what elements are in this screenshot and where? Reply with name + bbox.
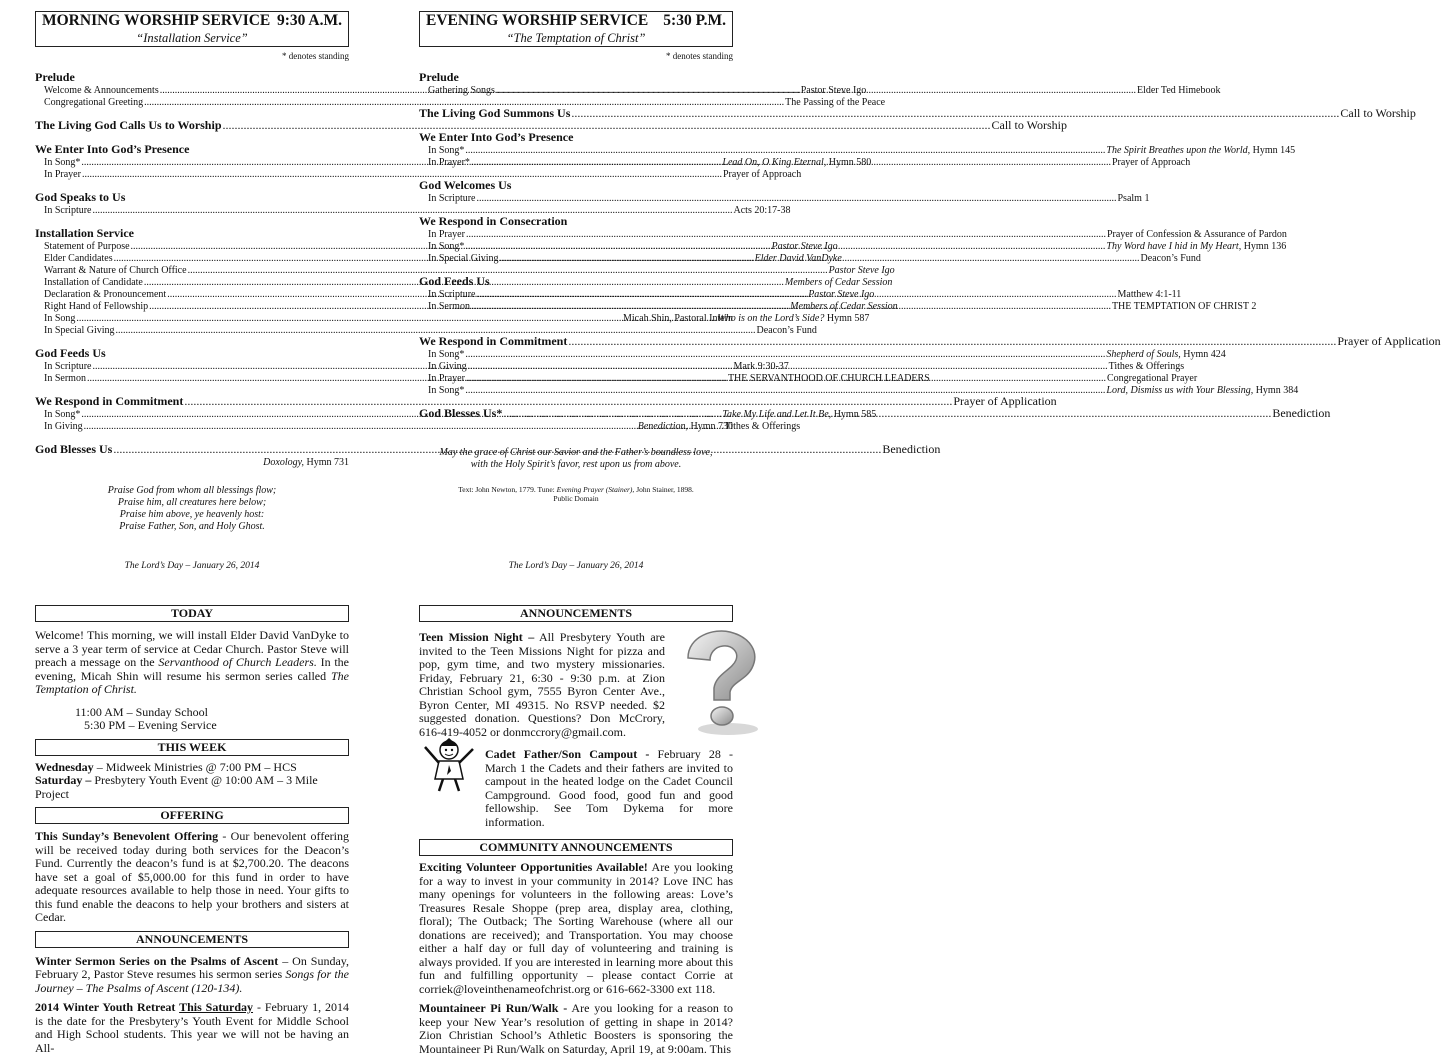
this-week-list — [35, 761, 349, 802]
service-item: In Song* ..... Shepherd of Souls, Hymn 424 — [419, 349, 733, 361]
youth-retreat-announcement: 2014 Winter Youth Retreat This Saturday - February 1, 2014 is the date for the Presbytery’s Youth Event for Middle School and High School students. This year we will not be having an All- — [35, 1000, 349, 1055]
hymn-credit: Text: John Newton, 1779. Tune: Evening Prayer (Stainer), John Stainer, 1898. Public Domain — [458, 485, 694, 503]
service-item: In Prayer ..... Congregational Prayer — [419, 373, 733, 385]
today-banner: TODAY — [35, 605, 349, 622]
this-week-item: Wednesday – Midweek Ministries @ 7:00 PM – HCS — [35, 759, 297, 774]
morning-subtitle: “Installation Service” — [136, 31, 248, 45]
doxology-poem: Praise God from whom all blessings flow; Praise him, all creatures here below; Praise him above, ye heavenly host: Praise Father, Son, and Holy Ghost. — [107, 485, 277, 532]
section-heading: The Living God Calls Us to Worship ..... Call to Worship — [35, 118, 349, 133]
service-item: In Scripture ..... Psalm 1 — [419, 193, 733, 205]
standing-note: * denotes standing — [666, 51, 733, 61]
service-item: Elder Candidates ..... Elder David VanDyke — [35, 253, 349, 265]
evening-footer: The Lord’s Day – January 26, 2014 — [508, 561, 644, 571]
evening-subtitle: “The Temptation of Christ” — [506, 31, 646, 45]
section-heading: Prelude — [419, 70, 459, 84]
benediction-line: Benediction, Hymn 730 — [637, 421, 733, 432]
section-heading: God Feeds Us — [419, 274, 490, 288]
section-heading: Installation Service — [35, 226, 134, 240]
section-heading: We Respond in Commitment ..... Prayer of Application — [419, 334, 733, 349]
section-heading: God Feeds Us — [35, 346, 106, 360]
service-item: In Sermon ..... THE TEMPTATION OF CHRIST 2 — [419, 301, 733, 313]
service-item: Warrant & Nature of Church Office ..... Pastor Steve Igo — [35, 265, 349, 277]
service-item: In Giving ..... Tithes & Offerings — [419, 361, 733, 373]
service-item: In Sermon ..... THE SERVANTHOOD OF CHURCH LEADERS — [35, 373, 349, 385]
service-item: Congregational Greeting ..... The Passing of the Peace — [35, 97, 349, 109]
left-announcements-column — [35, 605, 349, 1055]
service-item: In Prayer ..... Prayer of Approach — [35, 169, 349, 181]
service-item: In Scripture ..... Matthew 4:1-11 — [419, 289, 733, 301]
section-heading: We Respond in Commitment ..... Prayer of Application — [35, 394, 349, 409]
this-week-banner: THIS WEEK — [35, 739, 349, 756]
offering-banner: OFFERING — [35, 807, 349, 824]
standing-note: * denotes standing — [282, 51, 349, 61]
service-item: Right Hand of Fellowship ..... Members of Cedar Session — [35, 301, 349, 313]
offering-paragraph: This Sunday’s Benevolent Offering - Our benevolent offering will be received today during both services for the Deacon’s Fund. Currently the deacon’s fund is at $2,700.20. The deacons have set a goal of $5,000.00 for this fund in order to have adequate resources available to help those in need. Your gifts to this fund enable the deacons to help your brothers and sisters at Cedar. — [35, 829, 349, 924]
teen-mission-announcement: Teen Mission Night – All Presbytery Youth are invited to the Teen Missions Night for pizza and pop, gym time, and two mystery missionaries. Friday, February 21, 6:30 - 9:30 p.m. at Zion Christian School gym, 7555 Byron Center Ave., Byron Center, MI 49315. No RSVP needed. $2 suggested donation. Questions? Don McCrory, 616-419-4052 or donmccrory@gmail.com. — [419, 630, 665, 739]
section-heading: God Welcomes Us — [419, 178, 512, 192]
volunteer-announcement: Exciting Volunteer Opportunities Available! Are you looking for a way to invest in your community in 2014? Love INC has many openings for volunteers in the following areas: Love’s Treasures Resale Shoppe (prep area, display area, clothing, floral); The Outback; The Sorting Warehouse (where all our donations are received); and Transportation. You may choose either a half day or full day of volunteering and training is always provided. If you are interested in learning more about this fun and fulfilling opportunity – please contact Corrie at corriek@loveinthenameofchrist.org or 616-662-3300 ext 118. — [419, 860, 734, 996]
service-item: Gathering Songs ..... Elder Ted Himebook — [419, 85, 733, 97]
today-paragraph: Welcome! This morning, we will install Elder David VanDyke to serve a 3 year term of service at Cedar Church. Pastor Steve will preach a message on the Servanthood of Church Leaders. In the evening, Micah Shin will resume his sermon series called The Temptation of Christ. — [35, 628, 349, 696]
section-heading: God Speaks to Us — [35, 190, 126, 204]
service-item: In Special Giving ..... Deacon’s Fund — [35, 325, 349, 337]
service-item: In Song ..... Who is on the Lord’s Side? Hymn 587 — [35, 313, 349, 325]
service-item: In Song* ..... Take My Life and Let It Be, Hymn 585 — [35, 409, 349, 421]
cadet-mascot-icon — [419, 735, 479, 793]
grace-text: May the grace of Christ our Savior and the Father’s boundless love, with the Holy Spirit’s favor, rest upon us from above. — [439, 447, 713, 470]
section-heading: God Blesses Us* ..... Benediction — [419, 406, 733, 421]
service-item: In Song* ..... The Spirit Breathes upon the World, Hymn 145 — [419, 145, 733, 157]
service-item: In Special Giving ..... Deacon’s Fund — [419, 253, 733, 265]
service-item: Installation of Candidate ..... Members of Cedar Session — [35, 277, 349, 289]
community-banner: COMMUNITY ANNOUNCEMENTS — [419, 839, 733, 856]
evening-title: EVENING WORSHIP SERVICE — [426, 12, 649, 29]
pi-run-announcement: Mountaineer Pi Run/Walk - Are you looking for a reason to keep your New Year’s resolution of getting in shape in 2014? Zion Christian School’s Athletic Boosters is sponsoring the Mountaineer Pi Run/Walk on Saturday, April 19, at 9:00am. This — [419, 1001, 733, 1056]
section-heading: We Respond in Consecration — [419, 214, 568, 228]
section-heading: Prelude — [35, 70, 75, 84]
section-heading: We Enter Into God’s Presence — [35, 142, 190, 156]
announcements-banner: ANNOUNCEMENTS — [419, 605, 733, 622]
doxology-line: Doxology, Hymn 731 — [263, 457, 349, 468]
today-schedule: 11:00 AM – Sunday School 5:30 PM – Evening Service — [75, 704, 217, 732]
section-heading: We Enter Into God’s Presence — [419, 130, 574, 144]
service-item: Welcome & Announcements ..... Pastor Steve Igo — [35, 85, 349, 97]
service-subline: Micah Shin, Pastoral Intern — [623, 313, 733, 324]
morning-header — [35, 11, 349, 47]
service-item: In Scripture ..... Mark 9:30-37 — [35, 361, 349, 373]
service-item: In Prayer ..... Prayer of Confession & Assurance of Pardon — [419, 229, 733, 241]
cadet-campout-announcement: Cadet Father/Son Campout - February 28 - March 1 the Cadets and their fathers are invited to campout in the heated lodge on the Cadet Council Campground. Good food, good fun and good fellowship. See Tom Dykema for more information. — [485, 747, 733, 829]
evening-time: 5:30 P.M. — [663, 12, 726, 29]
service-item: In Song* ..... Thy Word have I hid in My Heart, Hymn 136 — [419, 241, 733, 253]
morning-footer: The Lord’s Day – January 26, 2014 — [124, 561, 260, 571]
question-mark-icon — [676, 628, 766, 740]
service-item: Statement of Purpose ..... Pastor Steve Igo — [35, 241, 349, 253]
this-week-item: Saturday – Presbytery Youth Event @ 10:00 AM – 3 Mile Project — [35, 773, 318, 801]
service-item: Declaration & Pronouncement ..... Pastor Steve Igo — [35, 289, 349, 301]
morning-title: MORNING WORSHIP SERVICE — [42, 12, 271, 29]
announcements-banner: ANNOUNCEMENTS — [35, 931, 349, 948]
service-item: In Song* ..... Lord, Dismiss us with Your Blessing, Hymn 384 — [419, 385, 733, 397]
section-heading: The Living God Summons Us ..... Call to Worship — [419, 106, 733, 121]
service-item: In Scripture ..... Acts 20:17-38 — [35, 205, 349, 217]
service-item: In Prayer* ..... Prayer of Approach — [419, 157, 733, 169]
service-item: In Song* ..... Lead On, O King Eternal, Hymn 580 — [35, 157, 349, 169]
sermon-series-announcement: Winter Sermon Series on the Psalms of Ascent – On Sunday, February 2, Pastor Steve resumes his sermon series Songs for the Journey – The Psalms of Ascent (120-134). — [35, 953, 350, 995]
morning-time: 9:30 A.M. — [276, 12, 342, 29]
service-item: In Giving ..... Tithes & Offerings — [35, 421, 349, 433]
evening-header — [419, 11, 733, 47]
section-heading: God Blesses Us ..... Benediction — [35, 442, 349, 457]
